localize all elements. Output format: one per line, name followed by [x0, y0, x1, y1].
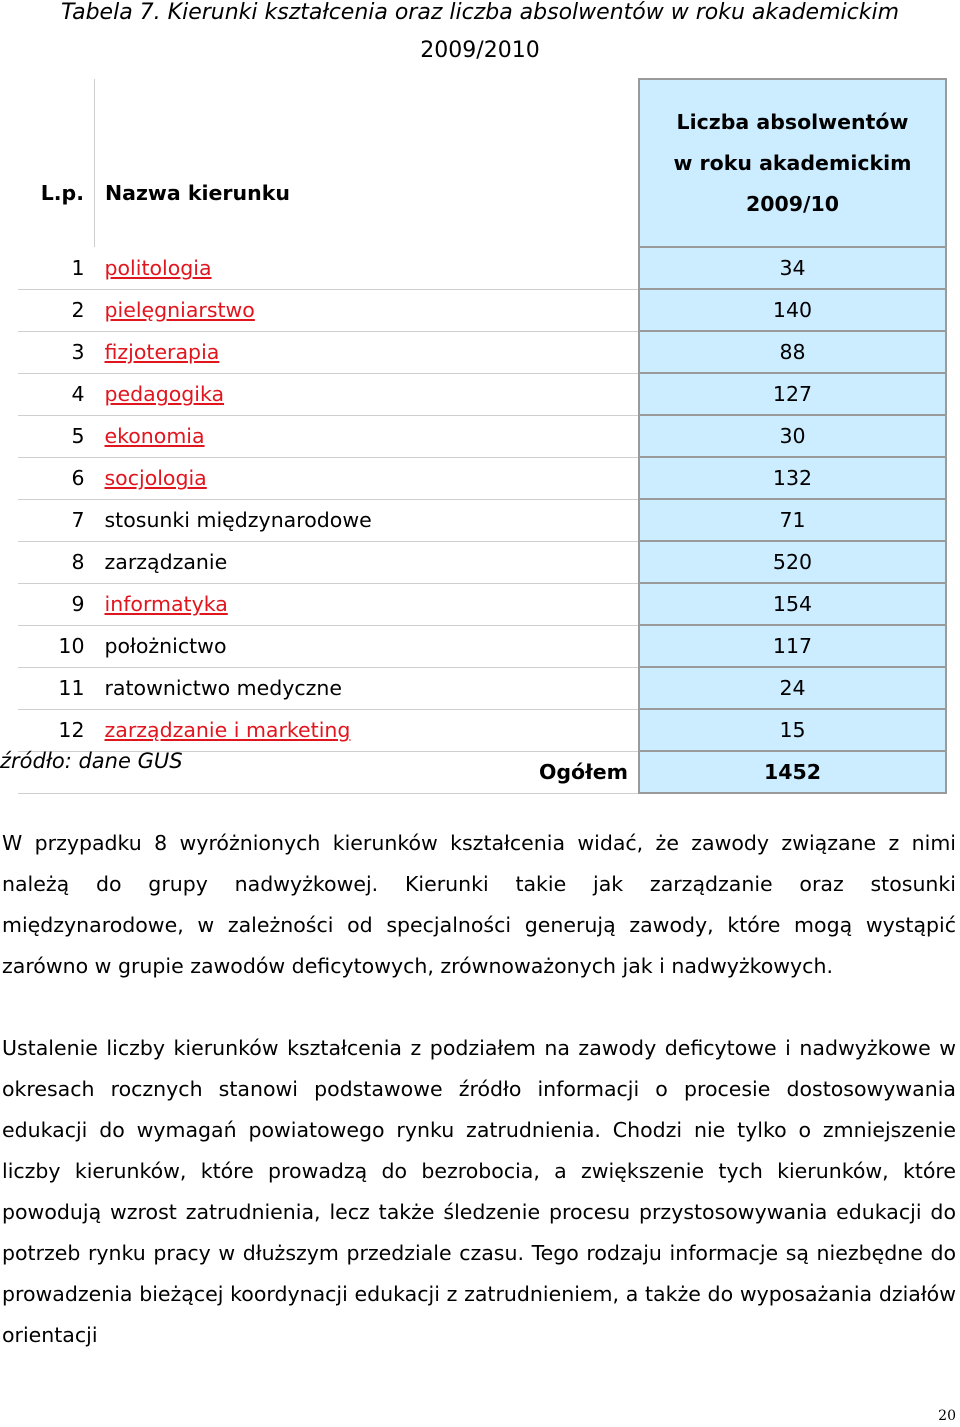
- header-lp: L.p.: [40, 181, 84, 205]
- kierunek-link[interactable]: pedagogika: [104, 382, 225, 406]
- row-lp: 7: [18, 499, 95, 541]
- kierunek-link[interactable]: zarządzanie i marketing: [104, 718, 351, 742]
- kierunek-link[interactable]: politologia: [104, 255, 212, 280]
- total-value: 1452: [639, 751, 946, 793]
- header-value-line1: Liczba absolwentów: [676, 109, 909, 134]
- row-value: 520: [639, 541, 946, 583]
- row-name-cell: [95, 499, 640, 541]
- table-row: [18, 457, 946, 499]
- row-value: 30: [639, 415, 946, 457]
- row-name-cell: [95, 289, 640, 331]
- table-row: [18, 583, 946, 625]
- total-label: Ogółem: [18, 751, 639, 793]
- kierunek-link[interactable]: informatyka: [104, 592, 228, 616]
- row-value: 132: [639, 457, 946, 499]
- row-value: 117: [639, 625, 946, 667]
- row-lp: 10: [18, 625, 95, 667]
- row-lp: 5: [18, 415, 95, 457]
- paragraph: W przypadku 8 wyróżnionych kierunków kształcenia widać, że zawody związane z nimi należą do grupy nadwyżkowej. Kierunki takie jak zarządzanie oraz stosunki międzynarodowe, w zależności od specjalności generują zawody, które mogą wystąpić zarówno w grupie zawodów deficytowych, zrównoważonych jak i nadwyżkowych.: [2, 831, 956, 978]
- header-name: Nazwa kierunku: [95, 79, 640, 247]
- kierunek-name: ratownictwo medyczne: [104, 676, 343, 700]
- row-lp: 6: [18, 457, 95, 499]
- row-value: 127: [639, 373, 946, 415]
- row-value: 88: [639, 331, 946, 373]
- row-name-cell: [95, 331, 640, 373]
- row-lp: 3: [18, 331, 95, 373]
- row-lp: 1: [18, 247, 95, 289]
- table-row: [18, 709, 946, 751]
- row-name-cell: [95, 415, 640, 457]
- kierunek-link[interactable]: pielęgniarstwo: [104, 298, 255, 322]
- table-caption: Tabela 7. Kierunki kształcenia oraz liczba absolwentów w roku akademickim: [60, 0, 900, 25]
- row-lp: 12: [18, 709, 95, 751]
- row-name-cell: [95, 667, 640, 709]
- header-value-line2: w roku akademickim: [673, 150, 912, 175]
- graduates-table: [18, 78, 947, 794]
- kierunek-name: położnictwo: [104, 634, 227, 658]
- row-name-cell: [95, 247, 640, 289]
- row-value: 34: [639, 247, 946, 289]
- kierunek-link[interactable]: socjologia: [104, 466, 207, 490]
- table-header-row: [18, 79, 946, 247]
- row-name-cell: [95, 583, 640, 625]
- row-value: 15: [639, 709, 946, 751]
- row-value: 154: [639, 583, 946, 625]
- row-lp: 9: [18, 583, 95, 625]
- row-name-cell: [95, 541, 640, 583]
- paragraph: Ustalenie liczby kierunków kształcenia z podziałem na zawody deficytowe i nadwyżkowe w okresach rocznych stanowi podstawowe źródło informacji o procesie dostosowywania edukacji do wymagań powiatowego rynku zatrudnienia. Chodzi nie tylko o zmniejszenie liczby kierunków, które prowadzą do bezrobocia, a zwiększenie tych kierunków, które powodują wzrost zatrudnienia, lecz także śledzenie procesu przystosowywania edukacji do potrzeb rynku pracy w dłuższym przedziale czasu. Tego rodzaju informacje są niezbędne do prowadzenia bieżącej koordynacji edukacji z zatrudnieniem, a także do wyposażania działów orientacji: [2, 1036, 956, 1347]
- row-value: 140: [639, 289, 946, 331]
- row-lp: 2: [18, 289, 95, 331]
- kierunek-link[interactable]: fizjoterapia: [104, 340, 220, 364]
- row-lp: 8: [18, 541, 95, 583]
- row-lp: 4: [18, 373, 95, 415]
- header-value: [639, 79, 946, 247]
- row-value: 71: [639, 499, 946, 541]
- row-name-cell: [95, 709, 640, 751]
- row-name-cell: [95, 457, 640, 499]
- row-name-cell: [95, 625, 640, 667]
- kierunek-name: stosunki międzynarodowe: [104, 508, 372, 532]
- row-lp: 11: [18, 667, 95, 709]
- table-row: [18, 541, 946, 583]
- row-name-cell: [95, 373, 640, 415]
- header-value-line3: 2009/10: [745, 191, 840, 216]
- kierunek-link[interactable]: ekonomia: [104, 424, 205, 448]
- row-value: 24: [639, 667, 946, 709]
- table-row: [18, 331, 946, 373]
- table-row: [18, 667, 946, 709]
- table-row: [18, 373, 946, 415]
- table-row: [18, 247, 946, 289]
- table-row: [18, 499, 946, 541]
- source-note: źródło: dane GUS: [0, 749, 183, 773]
- page-number: 20: [938, 1408, 956, 1424]
- table-row: [18, 289, 946, 331]
- table-caption-year: 2009/2010: [420, 38, 540, 63]
- table-row: [18, 415, 946, 457]
- kierunek-name: zarządzanie: [104, 550, 228, 574]
- table-row: [18, 625, 946, 667]
